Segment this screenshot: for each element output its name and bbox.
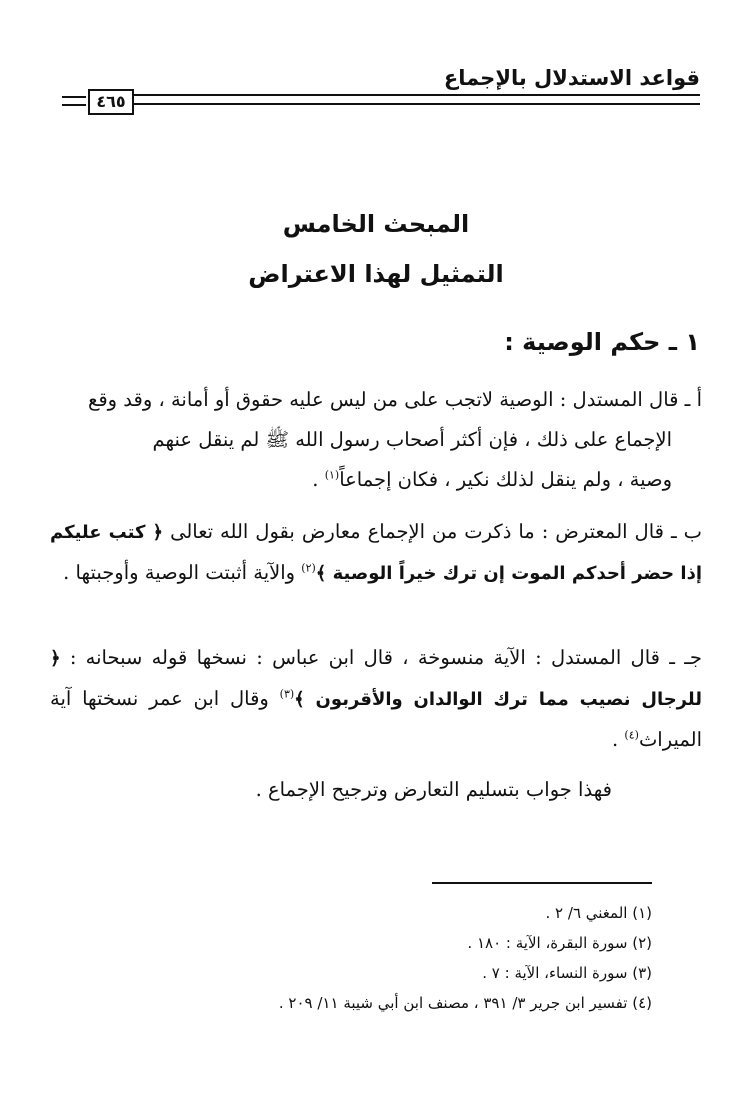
header-rule-top (134, 94, 700, 96)
paragraph-c-mid: وقال ابن عمر نسختها آية الميراث (50, 687, 702, 751)
footnote-ref-3: (٣) (279, 687, 295, 701)
quran-quote-2: ﴿ للرجال نصيب مما ترك الوالدان والأقربون ﴾ (50, 648, 702, 710)
footnote-1: (١) المغني ٦/ ٢ . (545, 904, 652, 922)
paragraph-c-lead: جـ ـ قال المستدل : الآية منسوخة ، قال ابن عباس : نسخها قوله سبحانه : (60, 646, 702, 669)
paragraph-b (50, 512, 702, 594)
header-rule-bottom (134, 103, 700, 105)
paragraph-c (50, 638, 702, 760)
footnote-ref-2: (٢) (301, 561, 316, 575)
conclusion: فهذا جواب بتسليم التعارض وترجيح الإجماع . (255, 778, 612, 801)
footnote-3: (٣) سورة النساء، الآية : ٧ . (482, 964, 652, 982)
page-number: ٤٦٥ (88, 89, 134, 115)
chapter-heading: المبحث الخامس (282, 210, 470, 238)
paragraph-a-line-2: الإجماع على ذلك ، فإن أكثر أصحاب رسول الله ﷺ لم ينقل عنهم (152, 428, 672, 451)
paragraph-b-tail: والآية أثبتت الوصية وأوجبتها . (63, 561, 302, 584)
chapter-subtitle: التمثيل لهذا الاعتراض (248, 260, 504, 288)
header-rule-left-bottom (62, 104, 86, 106)
paragraph-c-end: . (612, 728, 625, 751)
paragraph-a-line-3 (48, 460, 672, 500)
footnote-4: (٤) تفسير ابن جرير ٣/ ٣٩١ ، مصنف ابن أبي شيبة ١١/ ٢٠٩ . (278, 994, 652, 1012)
paragraph-a-end: . (312, 468, 325, 491)
paragraph-a-line-1: أ ـ قال المستدل : الوصية لاتجب على من ليس عليه حقوق أو أمانة ، وقد وقع (87, 388, 702, 411)
quran-quote-1: ﴿ كتب عليكم إذا حضر أحدكم الموت إن ترك خيراً الوصية ﴾ (50, 522, 702, 584)
section-title: ١ ـ حكم الوصية : (504, 328, 700, 356)
paragraph-b-lead: ب ـ قال المعترض : ما ذكرت من الإجماع معارض بقول الله تعالى (163, 520, 703, 543)
footnote-ref-4: (٤) (624, 728, 639, 742)
footnote-ref-1: (١) (324, 468, 340, 482)
paragraph-a-text: وصية ، ولم ينقل لذلك نكير ، فكان إجماعاً (339, 468, 672, 491)
footnote-2: (٢) سورة البقرة، الآية : ١٨٠ . (467, 934, 652, 952)
footnote-separator (432, 882, 652, 884)
header-rule-left-top (62, 96, 86, 98)
running-header-title: قواعد الاستدلال بالإجماع (443, 66, 700, 90)
